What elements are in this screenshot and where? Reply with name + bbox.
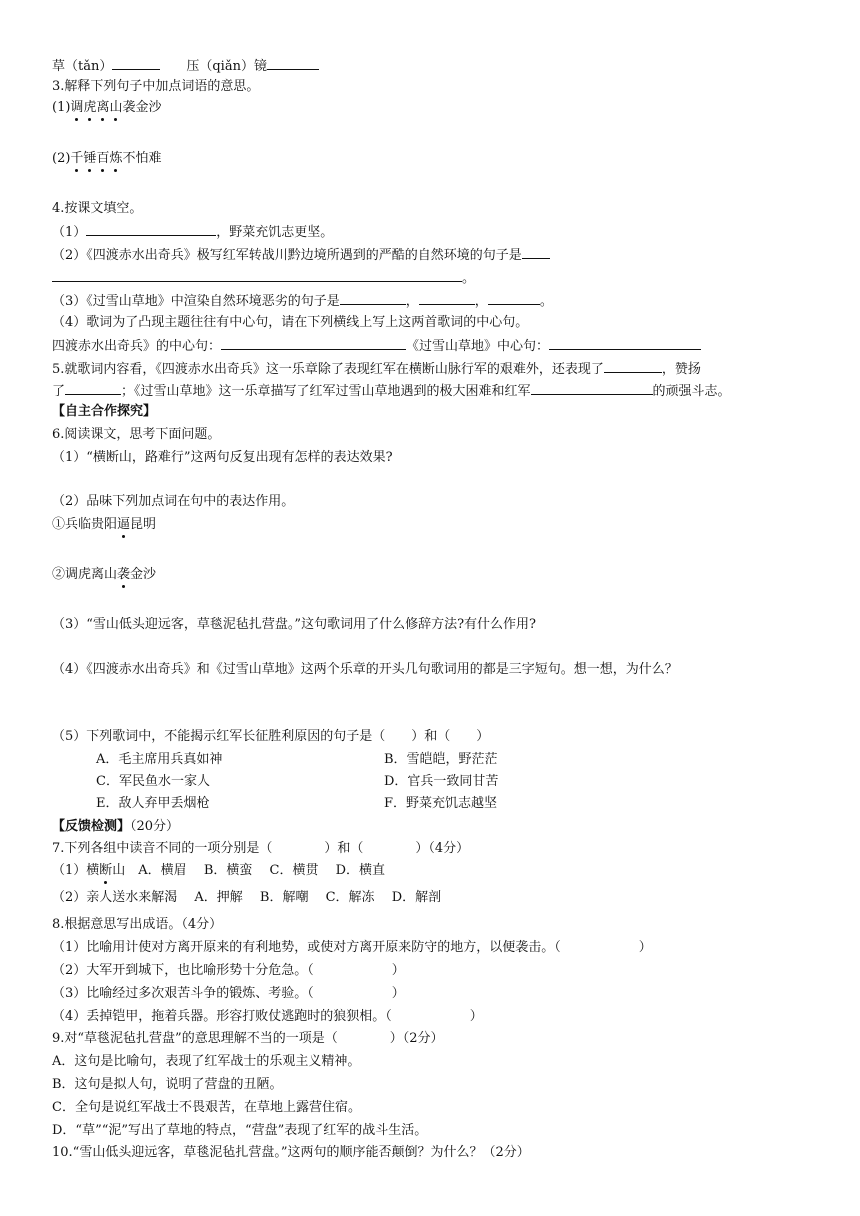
question-6-5: （5）下列歌词中，不能揭示红军长征胜利原因的句子是（ ）和（ ） <box>52 729 490 744</box>
question-9-a: A．这句是比喻句，表现了红军战士的乐观主义精神。 <box>52 1054 361 1069</box>
question-3-1 <box>52 99 162 117</box>
question-4-3 <box>52 291 553 311</box>
question-4-2 <box>52 245 550 265</box>
option-f: F．野菜充饥志越坚 <box>384 796 498 811</box>
fill-blank[interactable] <box>488 291 540 305</box>
dotted-char: 锤 <box>83 151 97 166</box>
question-6-2: （2）品味下列加点词在句中的表达作用。 <box>52 494 295 509</box>
question-9: 9.对“草毯泥毡扎营盘”的意思理解不当的一项是（ ）（2分） <box>52 1031 444 1046</box>
comma: ， <box>474 294 488 309</box>
item-number: (1) <box>52 100 71 115</box>
period: 。 <box>539 294 553 309</box>
fill-blank[interactable] <box>221 336 406 350</box>
section-title: 【反馈检测】 <box>52 819 131 834</box>
question-8-4: （4）丢掉铠甲，拖着兵器。形容打败仗逃跑时的狼狈相。（ ） <box>52 1009 483 1024</box>
pinyin-line <box>52 56 319 76</box>
question-text: 《过雪山草地》中心句： <box>406 339 550 354</box>
question-8-3: （3）比喻经过多次艰苦斗争的锻炼、考验。（ ） <box>52 986 405 1001</box>
question-text: 的顽强斗志。 <box>652 384 731 399</box>
sentence-start: ②调虎离山 <box>52 567 118 582</box>
fill-blank[interactable] <box>549 336 701 350</box>
dotted-char: 百 <box>96 151 110 166</box>
question-text: 四渡赤水出奇兵》的中心句： <box>52 339 222 354</box>
pinyin-item-1: 草（tǎn） <box>52 59 113 74</box>
question-9-b: B．这句是拟人句，说明了营盘的丑陋。 <box>52 1077 283 1092</box>
blank-1[interactable] <box>112 56 160 70</box>
sentence-rest: ，野菜充饥志更坚。 <box>216 225 334 240</box>
dotted-char: 离 <box>96 100 110 115</box>
blank-2[interactable] <box>267 56 319 70</box>
question-text: （3）《过雪山草地》中渲染自然环境恶劣的句子是 <box>52 294 340 309</box>
question-4: 4.按课文填空。 <box>52 201 143 216</box>
sentence-rest: 金沙 <box>130 567 157 582</box>
sentence-start: （1）横 <box>52 863 100 878</box>
fill-blank[interactable] <box>531 381 653 395</box>
sentence-rest: 不怕难 <box>122 151 162 166</box>
question-3-2 <box>52 150 162 168</box>
sentence-rest: 山 A．横眉 B．横蛮 C．横贯 D．横直 <box>112 863 386 878</box>
question-4-4-answers <box>52 336 701 356</box>
sentence-rest: 昆明 <box>130 517 157 532</box>
question-text: 5.就歌词内容看，《四渡赤水出奇兵》这一乐章除了表现红军在横断山脉行军的艰难外，还表现了 <box>52 362 604 377</box>
question-9-c: C．全句是说红军战士不畏艰苦，在草地上露营住宿。 <box>52 1100 361 1115</box>
option-c: C．军民鱼水一家人 <box>96 774 210 789</box>
sentence-rest: 袭金沙 <box>122 100 162 115</box>
section-score: （20分） <box>130 819 180 834</box>
question-7-1 <box>52 862 385 880</box>
fill-blank[interactable] <box>604 359 662 373</box>
question-3: 3.解释下列句子中加点词语的意思。 <box>52 79 260 94</box>
question-8-2: （2）大军开到城下，也比喻形势十分危急。（ ） <box>52 963 405 978</box>
question-6-2-a <box>52 516 156 534</box>
pinyin-item-2: 压（qiǎn）镜 <box>186 59 267 74</box>
option-b: B．雪皑皑，野茫茫 <box>384 752 498 767</box>
item-number: （1） <box>52 225 87 240</box>
question-4-2-cont <box>52 268 475 288</box>
question-6-4: （4）《四渡赤水出奇兵》和《过雪山草地》这两个乐章的开头几句歌词用的都是三字短句。想一想，为什么？ <box>52 662 678 677</box>
question-8: 8.根据意思写出成语。（4分） <box>52 917 223 932</box>
comma: ， <box>405 294 419 309</box>
question-8-1: （1）比喻用计使对方离开原来的有利地势，或使对方离开原来防守的地方，以便袭击。（ ） <box>52 940 652 955</box>
dotted-char: 断 <box>99 863 113 878</box>
question-5-cont <box>52 381 731 401</box>
question-text: 了 <box>52 384 66 399</box>
fill-blank[interactable] <box>522 245 550 259</box>
fill-blank[interactable] <box>340 291 406 305</box>
question-5 <box>52 359 701 379</box>
question-9-d: D．“草”“泥”写出了草地的特点，“营盘”表现了红军的战斗生活。 <box>52 1123 428 1138</box>
question-text: ；《过雪山草地》这一乐章描写了红军过雪山草地遇到的极大困难和红军 <box>121 384 531 399</box>
dotted-char: 逼 <box>117 517 131 532</box>
option-a: A．毛主席用兵真如神 <box>96 752 223 767</box>
question-6-1: （1）“横断山，路难行”这两句反复出现有怎样的表达效果? <box>52 450 393 465</box>
item-number: (2) <box>52 151 71 166</box>
question-6-3: （3）“雪山低头迎远客，草毯泥毡扎营盘。”这句歌词用了什么修辞方法?有什么作用? <box>52 617 537 632</box>
question-6-2-b <box>52 566 156 584</box>
section-heading-explore: 【自主合作探究】 <box>52 404 157 419</box>
option-d: D．官兵一致同甘苦 <box>384 774 499 789</box>
question-text: （2）《四渡赤水出奇兵》极写红军转战川黔边境所遇到的严酷的自然环境的句子是 <box>52 248 522 263</box>
fill-blank[interactable] <box>65 381 121 395</box>
question-10: 10.“雪山低头迎远客，草毯泥毡扎营盘。”这两句的顺序能否颠倒？为什么？（2分） <box>52 1145 530 1160</box>
question-7-2: （2）亲人送水来解渴 A．押解 B．解嘲 C．解冻 D．解剖 <box>52 890 442 905</box>
period: 。 <box>462 271 476 286</box>
sentence-start: ①兵临贵阳 <box>52 517 118 532</box>
option-e: E．敌人弃甲丢烟枪 <box>96 796 210 811</box>
dotted-char: 虎 <box>83 100 97 115</box>
section-heading-feedback <box>52 818 179 836</box>
dotted-char: 山 <box>109 100 123 115</box>
question-4-1 <box>52 222 333 242</box>
dotted-char: 调 <box>70 100 84 115</box>
question-6: 6.阅读课文，思考下面问题。 <box>52 427 221 442</box>
fill-blank[interactable] <box>86 222 216 236</box>
dotted-char: 千 <box>70 151 84 166</box>
dotted-char: 袭 <box>117 567 131 582</box>
question-7: 7.下列各组中读音不同的一项分别是（ ）和（ ）（4分） <box>52 841 470 856</box>
fill-blank[interactable] <box>52 268 462 282</box>
question-4-4: （4）歌词为了凸现主题往往有中心句，请在下列横线上写上这两首歌词的中心句。 <box>52 315 529 330</box>
dotted-char: 炼 <box>109 151 123 166</box>
question-text: ，赞扬 <box>661 362 701 377</box>
fill-blank[interactable] <box>419 291 475 305</box>
